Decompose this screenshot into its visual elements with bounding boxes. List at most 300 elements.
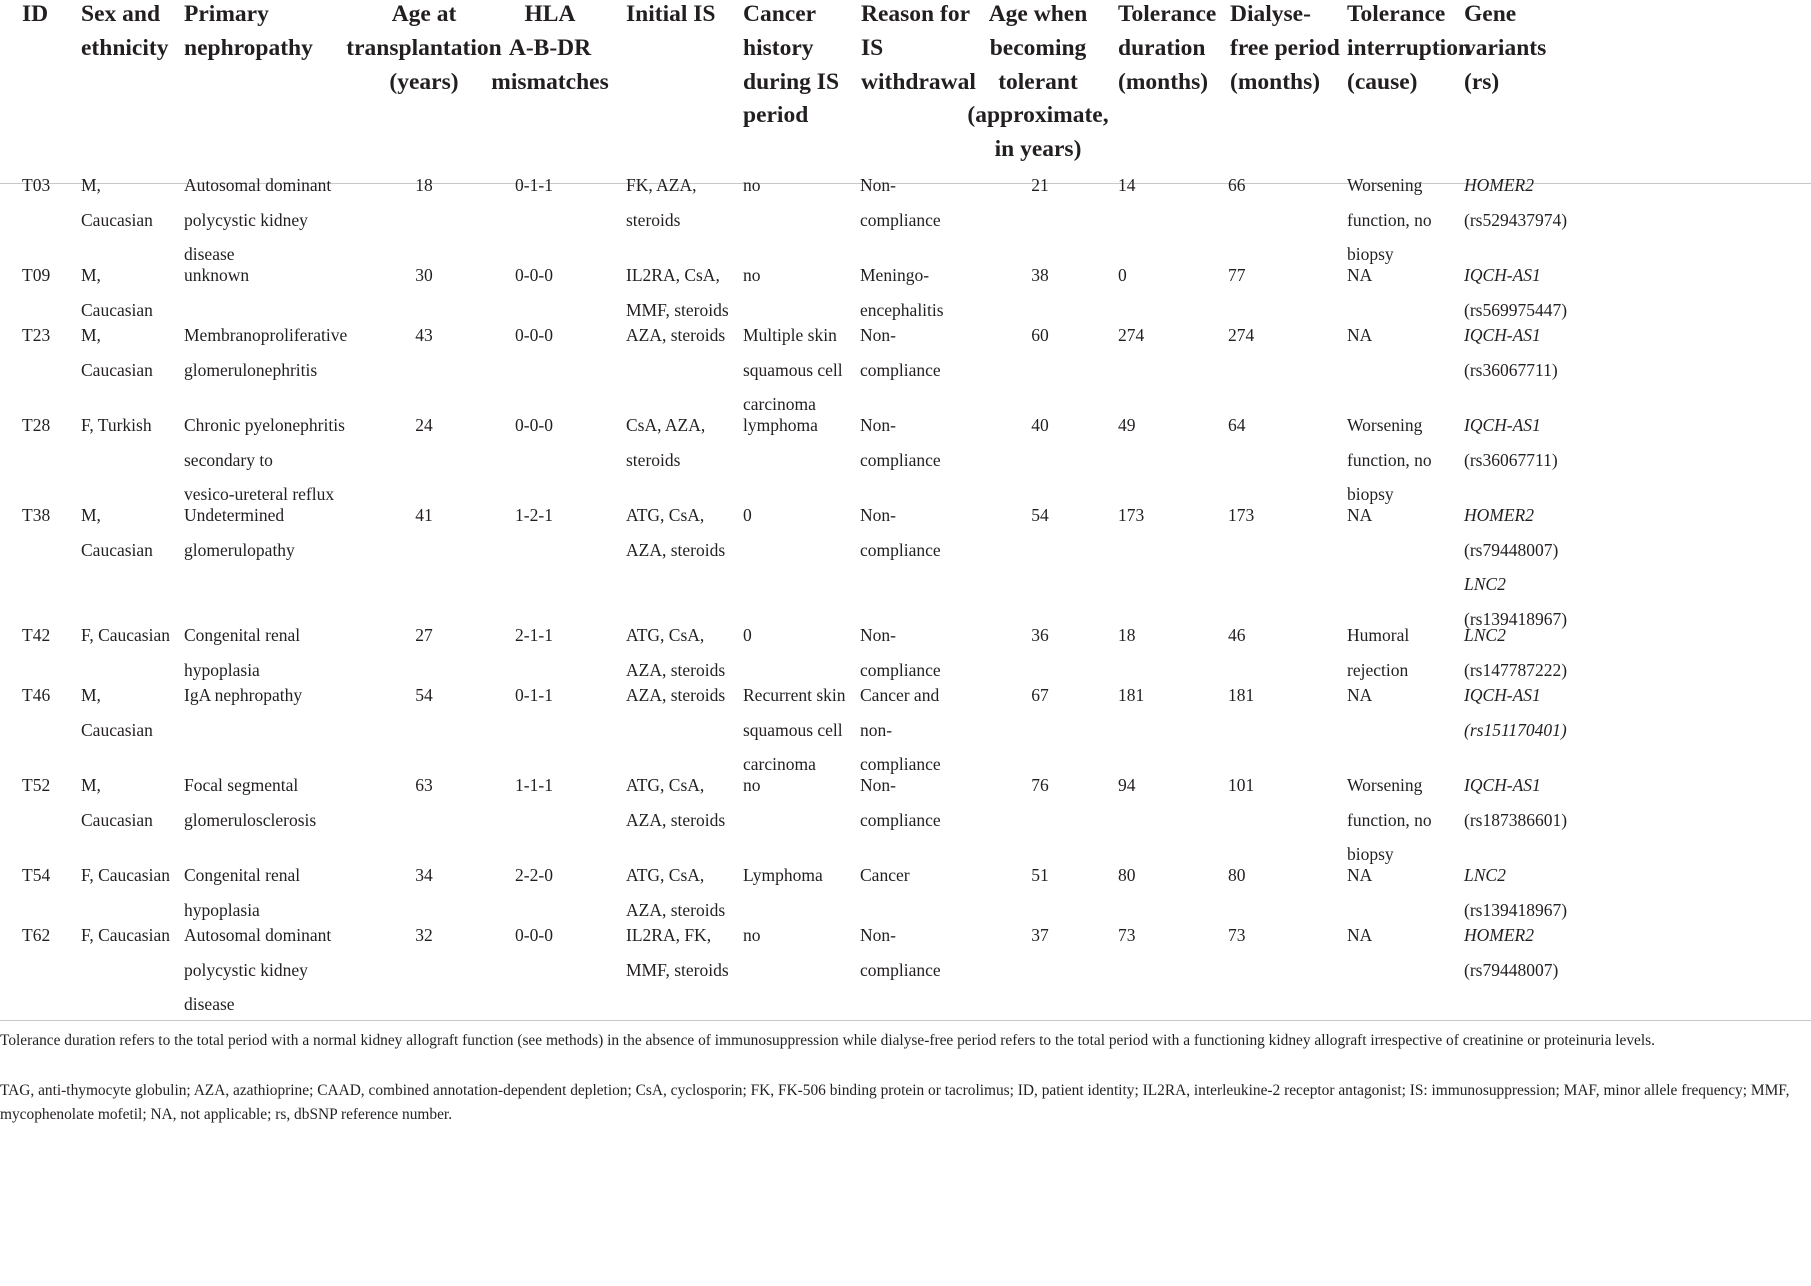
cell-sex <box>81 918 170 953</box>
cell-reason <box>860 768 941 837</box>
cell-line: CsA, AZA, <box>626 415 706 435</box>
cell-line: function, no <box>1347 209 1432 230</box>
cell-tol-dur: 181 <box>1118 685 1145 705</box>
cell-line: M, <box>81 325 101 345</box>
header-line: (approximate, <box>967 102 1109 129</box>
cell-line: Caucasian <box>81 539 153 560</box>
cell-hla: 0-1-1 <box>515 175 553 195</box>
cell-line: steroids <box>626 449 681 470</box>
cell-line: biopsy <box>1347 244 1394 264</box>
cell-sex <box>81 168 153 237</box>
cell-line: Cancer and <box>860 685 940 705</box>
cell-line: IgA nephropathy <box>184 685 303 705</box>
cell-gene <box>1464 918 1558 987</box>
cell-age-tol: 54 <box>1031 505 1049 525</box>
cell-tol-dur: 0 <box>1118 265 1127 285</box>
cell-line: Non- <box>860 325 896 345</box>
cell-nephropathy <box>184 318 347 387</box>
cell-reason <box>860 918 941 987</box>
header-cancer <box>743 0 839 133</box>
cell-line: NA <box>1347 505 1373 525</box>
cell-tol-dur: 173 <box>1118 505 1145 525</box>
cell-dialyse: 80 <box>1228 865 1246 885</box>
cell-id: T54 <box>22 865 51 885</box>
cell-nephropathy <box>184 918 331 1022</box>
cell-line: no <box>743 175 761 195</box>
header-line: transplantation <box>346 34 502 61</box>
cell-line: carcinoma <box>743 394 816 414</box>
header-line: period <box>743 102 809 129</box>
cell-nephropathy <box>184 618 300 687</box>
cell-age-tx: 54 <box>415 685 433 705</box>
cell-id: T46 <box>22 685 51 705</box>
gene-rs: (rs36067711) <box>1464 359 1558 380</box>
cell-line: F, Caucasian <box>81 925 170 945</box>
cell-line: Autosomal dominant <box>184 925 332 945</box>
cell-line: Worsening <box>1347 415 1423 435</box>
cell-line: Meningo- <box>860 265 930 285</box>
cell-reason <box>860 618 941 687</box>
cell-line: Recurrent skin <box>743 685 846 705</box>
gene-rs: (rs569975447) <box>1464 299 1568 320</box>
cell-line: NA <box>1347 265 1373 285</box>
header-line: Age at <box>391 1 457 27</box>
cell-age-tx: 24 <box>415 415 433 435</box>
cell-line: polycystic kidney <box>184 209 308 230</box>
cell-nephropathy <box>184 258 249 293</box>
cell-line: Non- <box>860 625 896 645</box>
header-line: Tolerance <box>1347 1 1446 27</box>
gene-name: IQCH-AS1 <box>1464 265 1541 285</box>
header-line: Dialyse- <box>1230 1 1311 27</box>
cell-age-tol: 76 <box>1031 775 1049 795</box>
cell-id: T42 <box>22 625 51 645</box>
cell-sex <box>81 858 170 893</box>
cell-age-tx: 27 <box>415 625 433 645</box>
cell-line: NA <box>1347 925 1373 945</box>
header-line: ethnicity <box>81 34 169 61</box>
cell-age-tol: 51 <box>1031 865 1049 885</box>
cell-line: Undetermined <box>184 505 285 525</box>
header-line: Primary <box>184 1 269 27</box>
header-line: IS <box>861 34 884 61</box>
cell-line: Cancer <box>860 865 910 885</box>
header-line: variants <box>1464 34 1547 61</box>
cell-hla: 1-2-1 <box>515 505 553 525</box>
cell-age-tx: 41 <box>415 505 433 525</box>
cell-line: MMF, steroids <box>626 299 729 320</box>
header-line: Reason for <box>861 1 970 27</box>
cell-line: Non- <box>860 925 896 945</box>
cell-tol-dur: 80 <box>1118 865 1136 885</box>
cell-line: AZA, steroids <box>626 685 726 705</box>
gene-name: HOMER2 <box>1464 925 1534 945</box>
cell-line: F, Turkish <box>81 415 152 435</box>
header-line: Gene <box>1464 1 1517 27</box>
gene-rs: (rs151170401) <box>1464 719 1567 740</box>
cell-age-tx: 18 <box>415 175 433 195</box>
cell-interrupt <box>1347 918 1372 953</box>
cell-gene <box>1464 408 1558 477</box>
cell-hla: 2-1-1 <box>515 625 553 645</box>
cell-reason <box>860 498 941 567</box>
header-interrupt <box>1347 0 1471 99</box>
header-line: Age when <box>988 1 1088 27</box>
cell-age-tol: 40 <box>1031 415 1049 435</box>
cell-line: glomerulonephritis <box>184 359 318 380</box>
cell-line: AZA, steroids <box>626 325 726 345</box>
cell-cancer <box>743 618 752 653</box>
cell-dialyse: 73 <box>1228 925 1246 945</box>
header-line: mismatches <box>491 68 609 95</box>
cell-interrupt <box>1347 618 1409 687</box>
cell-initial-is <box>626 768 725 837</box>
cell-age-tol: 21 <box>1031 175 1049 195</box>
cell-line: NA <box>1347 865 1373 885</box>
cell-line: Caucasian <box>81 719 153 740</box>
cell-line: Non- <box>860 415 896 435</box>
cell-line: IL2RA, CsA, <box>626 265 720 285</box>
cell-line: compliance <box>860 449 941 470</box>
cell-line: NA <box>1347 325 1373 345</box>
cell-gene <box>1464 168 1567 237</box>
cell-nephropathy <box>184 858 300 927</box>
cell-age-tol: 36 <box>1031 625 1049 645</box>
cell-line: Non- <box>860 505 896 525</box>
cell-line: compliance <box>860 959 941 980</box>
cell-cancer <box>743 258 761 293</box>
cell-line: lymphoma <box>743 415 818 435</box>
cell-age-tx: 43 <box>415 325 433 345</box>
cell-line: Caucasian <box>81 209 153 230</box>
header-age-tol <box>938 0 1138 167</box>
cell-initial-is <box>626 168 697 237</box>
cell-age-tx: 34 <box>415 865 433 885</box>
cell-nephropathy <box>184 678 302 713</box>
header-line: free period <box>1230 34 1340 61</box>
gene-name: HOMER2 <box>1464 175 1534 195</box>
cell-gene <box>1464 768 1567 837</box>
cell-line: compliance <box>860 359 941 380</box>
cell-hla: 0-1-1 <box>515 685 553 705</box>
cell-reason <box>860 318 941 387</box>
header-id <box>22 0 48 32</box>
gene-rs: (rs139418967) <box>1464 899 1568 920</box>
cell-line: squamous cell <box>743 719 843 740</box>
header-line: in years) <box>994 136 1082 163</box>
cell-id: T38 <box>22 505 51 525</box>
table-header <box>0 0 1811 183</box>
header-gene <box>1464 0 1546 99</box>
cell-initial-is <box>626 408 705 477</box>
cell-cancer <box>743 168 761 203</box>
cell-interrupt <box>1347 168 1432 272</box>
cell-dialyse: 64 <box>1228 415 1246 435</box>
header-initial-is <box>626 0 715 32</box>
cell-nephropathy <box>184 498 295 567</box>
cell-initial-is <box>626 498 725 567</box>
cell-tol-dur: 274 <box>1118 325 1145 345</box>
header-nephropathy <box>184 0 313 66</box>
cell-dialyse: 66 <box>1228 175 1246 195</box>
cell-line: ATG, CsA, <box>626 865 705 885</box>
cell-age-tx: 30 <box>415 265 433 285</box>
header-tol-dur <box>1118 0 1216 99</box>
cell-sex <box>81 678 153 747</box>
cell-cancer <box>743 768 761 803</box>
cell-line: compliance <box>860 754 941 774</box>
cell-cancer <box>743 408 818 443</box>
cell-interrupt <box>1347 678 1372 713</box>
cell-dialyse: 173 <box>1228 505 1255 525</box>
cell-interrupt <box>1347 498 1372 533</box>
cell-line: Non- <box>860 175 896 195</box>
gene-name: LNC2 <box>1464 865 1506 885</box>
cell-cancer <box>743 318 843 422</box>
header-line: HLA <box>524 1 576 27</box>
cell-initial-is <box>626 258 729 327</box>
cell-line: Congenital renal <box>184 625 301 645</box>
cell-gene <box>1464 858 1567 927</box>
cell-line: AZA, steroids <box>626 809 726 830</box>
cell-interrupt <box>1347 768 1432 872</box>
cell-sex <box>81 618 170 653</box>
cell-line: M, <box>81 265 101 285</box>
cell-reason <box>860 408 941 477</box>
cell-line: Caucasian <box>81 809 153 830</box>
cell-hla: 2-2-0 <box>515 865 553 885</box>
gene-name: IQCH-AS1 <box>1464 685 1541 705</box>
cell-line: compliance <box>860 809 941 830</box>
header-line: ID <box>22 1 49 27</box>
header-line: nephropathy <box>184 34 313 61</box>
cell-initial-is <box>626 318 725 353</box>
header-line: (cause) <box>1347 68 1418 95</box>
header-line: interruption <box>1347 34 1472 61</box>
cell-hla: 0-0-0 <box>515 415 553 435</box>
cell-line: hypoplasia <box>184 659 260 680</box>
cell-hla: 0-0-0 <box>515 265 553 285</box>
header-line: Initial IS <box>626 1 716 27</box>
cell-line: Membranoproliferative <box>184 325 348 345</box>
header-line: withdrawal <box>861 68 976 95</box>
cell-line: encephalitis <box>860 299 944 320</box>
cell-gene <box>1464 678 1567 747</box>
cell-dialyse: 46 <box>1228 625 1246 645</box>
cell-initial-is <box>626 618 725 687</box>
gene-rs: (rs187386601) <box>1464 809 1568 830</box>
cell-line: biopsy <box>1347 484 1394 504</box>
gene-rs: (rs147787222) <box>1464 659 1568 680</box>
cell-reason <box>860 258 944 327</box>
cell-line: Lymphoma <box>743 865 823 885</box>
cell-cancer <box>743 498 752 533</box>
cell-line: function, no <box>1347 449 1432 470</box>
gene-name: LNC2 <box>1464 625 1506 645</box>
footer-rule <box>0 1020 1811 1021</box>
cell-line: 0 <box>743 505 752 525</box>
header-line: (months) <box>1230 68 1321 95</box>
gene-rs: (rs139418967) <box>1464 608 1568 629</box>
cell-line: compliance <box>860 659 941 680</box>
header-line: (months) <box>1118 68 1209 95</box>
cell-line: F, Caucasian <box>81 625 170 645</box>
cell-line: ATG, CsA, <box>626 625 705 645</box>
cell-sex <box>81 498 153 567</box>
cell-tol-dur: 73 <box>1118 925 1136 945</box>
cell-sex <box>81 318 153 387</box>
cell-hla: 0-0-0 <box>515 925 553 945</box>
cell-line: glomerulopathy <box>184 539 295 560</box>
footnote: TAG, anti-thymocyte globulin; AZA, azathioprine; CAAD, combined annotation-dependent depletion; CsA, cyclosporin; FK, FK-506 binding protein or tacrolimus; ID, patient identity; IL2RA, interleukine-2 receptor antagonist; IS: immunosuppression; MAF, minor allele frequency; MMF, mycophenolate mofetil; NA, not applicable; rs, dbSNP reference number. <box>0 1082 1790 1123</box>
cell-nephropathy <box>184 408 345 512</box>
cell-age-tol: 37 <box>1031 925 1049 945</box>
cell-line: no <box>743 775 761 795</box>
cell-id: T28 <box>22 415 51 435</box>
cell-line: Congenital renal <box>184 865 301 885</box>
cell-gene <box>1464 318 1558 387</box>
cell-line: compliance <box>860 539 941 560</box>
cell-cancer <box>743 678 846 782</box>
cell-id: T03 <box>22 175 51 195</box>
cell-gene <box>1464 258 1567 327</box>
cell-initial-is <box>626 858 725 927</box>
cell-line: Humoral <box>1347 625 1410 645</box>
gene-rs: (rs79448007) <box>1464 539 1559 560</box>
header-line: (rs) <box>1464 68 1500 95</box>
cell-dialyse: 101 <box>1228 775 1255 795</box>
cell-line: FK, AZA, <box>626 175 697 195</box>
header-line: (years) <box>389 68 459 95</box>
cell-line: vesico-ureteral reflux <box>184 484 335 504</box>
cell-reason <box>860 168 941 237</box>
cell-tol-dur: 14 <box>1118 175 1136 195</box>
cell-dialyse: 77 <box>1228 265 1246 285</box>
cell-hla: 1-1-1 <box>515 775 553 795</box>
cell-age-tol: 60 <box>1031 325 1049 345</box>
cell-line: Non- <box>860 775 896 795</box>
gene-name: LNC2 <box>1464 574 1506 594</box>
cell-tol-dur: 18 <box>1118 625 1136 645</box>
header-line: history <box>743 34 814 61</box>
cell-line: unknown <box>184 265 250 285</box>
cell-line: MMF, steroids <box>626 959 729 980</box>
cell-line: no <box>743 265 761 285</box>
cell-line: secondary to <box>184 449 273 470</box>
cell-line: no <box>743 925 761 945</box>
cell-line: Caucasian <box>81 299 153 320</box>
cell-line: hypoplasia <box>184 899 260 920</box>
cell-line: biopsy <box>1347 844 1394 864</box>
header-line: Cancer <box>743 1 817 27</box>
cell-line: ATG, CsA, <box>626 505 705 525</box>
cell-line: glomerulosclerosis <box>184 809 317 830</box>
cell-line: disease <box>184 994 235 1014</box>
cell-cancer <box>743 918 761 953</box>
cell-line: Multiple skin <box>743 325 837 345</box>
cell-line: ATG, CsA, <box>626 775 705 795</box>
cell-line: non- <box>860 719 893 740</box>
gene-rs: (rs529437974) <box>1464 209 1568 230</box>
cell-nephropathy <box>184 168 331 272</box>
cell-line: carcinoma <box>743 754 816 774</box>
cell-line: steroids <box>626 209 681 230</box>
cell-interrupt <box>1347 318 1372 353</box>
header-line: during IS <box>743 68 840 95</box>
header-line: A-B-DR <box>508 34 592 61</box>
cell-line: M, <box>81 175 101 195</box>
cell-tol-dur: 49 <box>1118 415 1136 435</box>
cell-id: T23 <box>22 325 51 345</box>
cell-line: Worsening <box>1347 175 1423 195</box>
cell-age-tol: 67 <box>1031 685 1049 705</box>
cell-age-tx: 63 <box>415 775 433 795</box>
cell-line: AZA, steroids <box>626 539 726 560</box>
cell-gene <box>1464 498 1567 636</box>
cell-line: Chronic pyelonephritis <box>184 415 345 435</box>
cell-line: F, Caucasian <box>81 865 170 885</box>
gene-name: IQCH-AS1 <box>1464 415 1541 435</box>
gene-rs: (rs79448007) <box>1464 959 1559 980</box>
cell-line: Autosomal dominant <box>184 175 332 195</box>
cell-line: rejection <box>1347 659 1409 680</box>
header-line: Tolerance <box>1118 1 1217 27</box>
header-sex <box>81 0 168 66</box>
footnote: Tolerance duration refers to the total period with a normal kidney allograft function (see methods) in the absence of immunosuppression while dialyse-free period refers to the total period with a functioning kidney allograft irrespective of creatinine or proteinuria levels. <box>0 1032 1655 1049</box>
cell-age-tol: 38 <box>1031 265 1049 285</box>
cell-id: T62 <box>22 925 51 945</box>
cell-line: compliance <box>860 209 941 230</box>
gene-rs: (rs36067711) <box>1464 449 1558 470</box>
cell-sex <box>81 258 153 327</box>
cell-id: T09 <box>22 265 51 285</box>
cell-hla: 0-0-0 <box>515 325 553 345</box>
header-line: duration <box>1118 34 1206 61</box>
gene-name: IQCH-AS1 <box>1464 775 1541 795</box>
cell-line: disease <box>184 244 235 264</box>
cell-sex <box>81 768 153 837</box>
cell-sex <box>81 408 152 443</box>
gene-name: HOMER2 <box>1464 505 1534 525</box>
gene-name: IQCH-AS1 <box>1464 325 1541 345</box>
cell-age-tx: 32 <box>415 925 433 945</box>
cell-interrupt <box>1347 858 1372 893</box>
cell-gene <box>1464 618 1567 687</box>
cell-tol-dur: 94 <box>1118 775 1136 795</box>
header-line: tolerant <box>998 68 1078 95</box>
header-line: Sex and <box>81 1 161 27</box>
cell-initial-is <box>626 918 729 987</box>
cell-cancer <box>743 858 823 893</box>
cell-line: AZA, steroids <box>626 899 726 920</box>
cell-id: T52 <box>22 775 51 795</box>
header-hla <box>450 0 650 99</box>
cell-reason <box>860 678 941 782</box>
cell-line: function, no <box>1347 809 1432 830</box>
cell-line: squamous cell <box>743 359 843 380</box>
cell-interrupt <box>1347 408 1432 512</box>
cell-interrupt <box>1347 258 1372 293</box>
cell-line: polycystic kidney <box>184 959 308 980</box>
cell-line: Worsening <box>1347 775 1423 795</box>
cell-initial-is <box>626 678 725 713</box>
cell-line: Focal segmental <box>184 775 299 795</box>
cell-dialyse: 274 <box>1228 325 1255 345</box>
cell-nephropathy <box>184 768 316 837</box>
cell-reason <box>860 858 910 893</box>
header-line: becoming <box>989 34 1087 61</box>
cell-line: M, <box>81 775 101 795</box>
